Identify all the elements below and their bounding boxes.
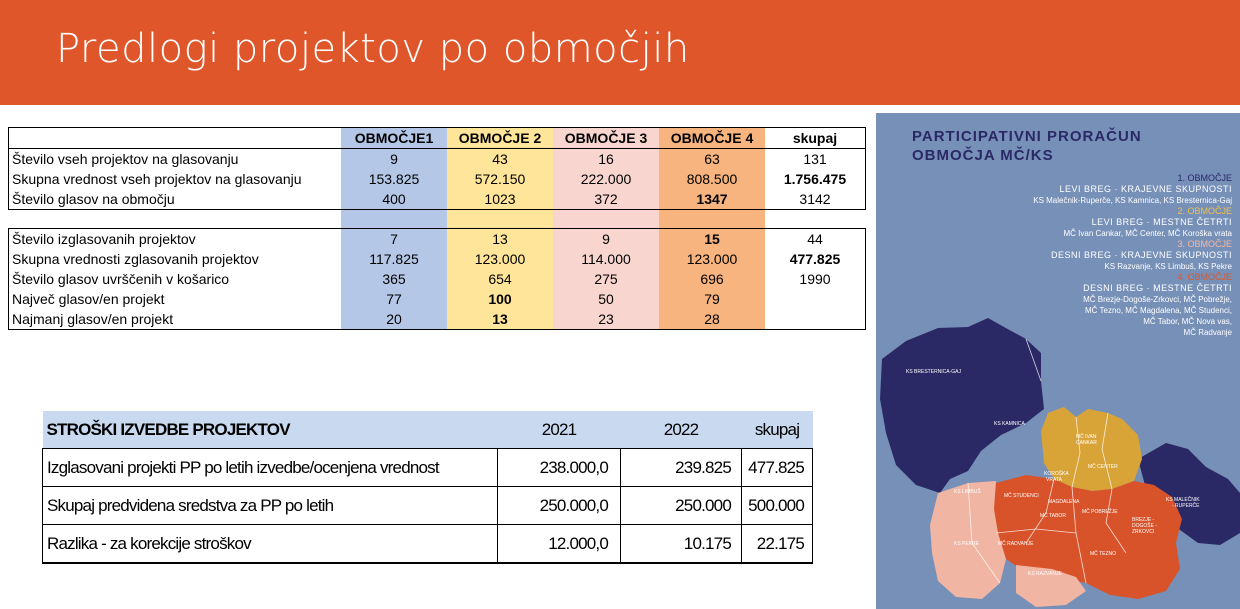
cell: 1990 xyxy=(765,269,866,289)
cell: 1347 xyxy=(659,189,765,210)
cell: 79 xyxy=(659,289,765,309)
spacer-cell xyxy=(553,210,659,229)
cell: 654 xyxy=(447,269,553,289)
cell: 15 xyxy=(659,229,765,250)
legend-area4-line: MČ Tezno, MČ Magdalena, MČ Studenci, xyxy=(1084,306,1232,315)
spacer-cell xyxy=(341,210,447,229)
spacer-cell xyxy=(9,210,342,229)
map-label-brezje-1: BREZJE - xyxy=(1132,517,1155,523)
spacer-cell xyxy=(765,210,866,229)
col-header: 2022 xyxy=(621,411,742,449)
cell: 477.825 xyxy=(765,249,866,269)
col-header: OBMOČJE1 xyxy=(341,128,447,149)
row-label: Izglasovani projekti PP po letih izvedbe/ocenjena vrednost xyxy=(43,449,498,487)
cell: 222.000 xyxy=(553,169,659,189)
row-label: Število izglasovanih projektov xyxy=(9,229,342,250)
col-header: 2021 xyxy=(498,411,621,449)
cell: 114.000 xyxy=(553,249,659,269)
col-header: skupaj xyxy=(742,411,813,449)
cell: 808.500 xyxy=(659,169,765,189)
map-label-malecnik-2: - RUPERČE xyxy=(1172,503,1200,509)
row-label: Število vseh projektov na glasovanju xyxy=(9,149,342,170)
panel-title-line1: PARTICIPATIVNI PRORAČUN xyxy=(912,128,1142,145)
cell: 572.150 xyxy=(447,169,553,189)
col-header: OBMOČJE 2 xyxy=(447,128,553,149)
table-row xyxy=(9,269,866,289)
title-banner xyxy=(0,0,1240,105)
cell xyxy=(765,309,866,330)
map-region-area3 xyxy=(930,481,1006,599)
cell: 250.000,0 xyxy=(498,487,621,525)
cell: 275 xyxy=(553,269,659,289)
cell: 22.175 xyxy=(742,525,813,564)
map-region-area2 xyxy=(1041,407,1142,491)
map-region-area1 xyxy=(880,318,1044,493)
map-label-pobrezje: MČ POBREŽJE xyxy=(1082,509,1118,515)
cell: 239.825 xyxy=(621,449,742,487)
cell: 50 xyxy=(553,289,659,309)
legend-area3-caption: DESNI BREG · KRAJEVNE SKUPNOSTI xyxy=(1050,250,1232,260)
cell: 250.000 xyxy=(621,487,742,525)
cell: 9 xyxy=(553,229,659,250)
cell: 20 xyxy=(341,309,447,330)
cell: 372 xyxy=(553,189,659,210)
cell: 7 xyxy=(341,229,447,250)
cell: 123.000 xyxy=(659,249,765,269)
spacer-cell xyxy=(447,210,553,229)
cell: 10.175 xyxy=(621,525,742,564)
map-label-radvanje: MČ RADVANJE xyxy=(998,541,1034,547)
legend-area1-number: 1. OBMOČJE xyxy=(1177,173,1232,183)
map-label-bresternica: KS BRESTERNICA-GAJ xyxy=(906,369,962,375)
cell: 696 xyxy=(659,269,765,289)
cost-table-title: STROŠKI IZVEDBE PROJEKTOV xyxy=(43,411,498,449)
cell: 100 xyxy=(447,289,553,309)
row-label: Razlika - za korekcije stroškov xyxy=(43,525,498,564)
col-header: skupaj xyxy=(765,128,866,149)
map-label-magdalena: MAGDALENA xyxy=(1048,499,1080,505)
table-row xyxy=(9,249,866,269)
cell: 477.825 xyxy=(742,449,813,487)
map-label-pekre: KS PEKRE xyxy=(954,541,980,547)
row-label: Največ glasov/en projekt xyxy=(9,289,342,309)
legend-area4-caption: DESNI BREG · MESTNE ČETRTI xyxy=(1083,283,1232,293)
cost-table-header xyxy=(43,411,813,449)
map-label-ivan-cankar-2: CANKAR xyxy=(1076,440,1097,446)
legend-area2-number: 2. OBMOČJE xyxy=(1177,206,1232,216)
row-label: Število glasov uvrščenih v košarico xyxy=(9,269,342,289)
table-row xyxy=(43,525,813,564)
cost-table xyxy=(42,411,813,564)
col-header: OBMOČJE 4 xyxy=(659,128,765,149)
cell: 12.000,0 xyxy=(498,525,621,564)
map-label-brezje-2: DOGOŠE - xyxy=(1132,523,1158,529)
cell: 131 xyxy=(765,149,866,170)
map-label-limbus: KS LIMBUŠ xyxy=(954,489,981,495)
legend-area2-line: MČ Ivan Cankar, MČ Center, MČ Koroška vrata xyxy=(1063,229,1232,238)
map-label-ivan-cankar-1: MČ IVAN xyxy=(1076,434,1097,440)
legend-area4-line: MČ Brezje-Dogoše-Zrkovci, MČ Pobrežje, xyxy=(1083,295,1232,304)
legend-area4-line: MČ Tabor, MČ Nova vas, xyxy=(1143,317,1232,326)
cell: 400 xyxy=(341,189,447,210)
row-label: Najmanj glasov/en projekt xyxy=(9,309,342,330)
table-row xyxy=(9,289,866,309)
votes-table xyxy=(8,127,866,330)
cell: 500.000 xyxy=(742,487,813,525)
row-label: Skupna vrednosti zglasovanih projektov xyxy=(9,249,342,269)
cell: 63 xyxy=(659,149,765,170)
table-row xyxy=(43,487,813,525)
cell: 28 xyxy=(659,309,765,330)
map-label-brezje-3: ZRKOVCI xyxy=(1132,529,1155,535)
header-empty-cell xyxy=(9,128,342,149)
map-label-koroska-2: VRATA xyxy=(1046,477,1062,483)
votes-table-header xyxy=(9,128,866,149)
map-label-tezno: MČ TEZNO xyxy=(1090,551,1117,557)
cell xyxy=(765,289,866,309)
cell: 9 xyxy=(341,149,447,170)
cell: 1.756.475 xyxy=(765,169,866,189)
cell: 365 xyxy=(341,269,447,289)
spacer-row xyxy=(9,210,866,229)
legend-area1-line: KS Malečnik-Ruperče, KS Kamnica, KS Bresternica-Gaj xyxy=(1033,196,1232,205)
cell: 77 xyxy=(341,289,447,309)
table-row xyxy=(9,149,866,170)
panel-title xyxy=(912,127,1142,165)
cell: 238.000,0 xyxy=(498,449,621,487)
cell: 153.825 xyxy=(341,169,447,189)
cell: 1023 xyxy=(447,189,553,210)
row-label: Število glasov na območju xyxy=(9,189,342,210)
map-label-studenci: MČ STUDENCI xyxy=(1004,493,1039,499)
map-label-kamnica: KS KAMNICA xyxy=(994,421,1025,427)
legend-area4-number: 4. OBMOČJE xyxy=(1177,272,1232,282)
legend-area2-caption: LEVI BREG · MESTNE ČETRTI xyxy=(1091,217,1232,227)
area-map-panel xyxy=(876,113,1240,609)
cell: 3142 xyxy=(765,189,866,210)
cell: 43 xyxy=(447,149,553,170)
page-title: Predlogi projektov po območjih xyxy=(56,26,690,72)
row-label: Skupna vrednost vseh projektov na glasovanju xyxy=(9,169,342,189)
map-label-malecnik-1: KS MALEČNIK xyxy=(1166,497,1200,503)
legend-area4-line: MČ Radvanje xyxy=(1183,328,1232,337)
legend-area3-line: KS Razvanje, KS Limbuš, KS Pekre xyxy=(1104,262,1232,271)
table-row xyxy=(9,169,866,189)
col-header: OBMOČJE 3 xyxy=(553,128,659,149)
cell: 13 xyxy=(447,309,553,330)
cell: 16 xyxy=(553,149,659,170)
map-label-center: MČ CENTER xyxy=(1088,464,1118,470)
table-row xyxy=(9,189,866,210)
table-row xyxy=(9,229,866,250)
area-legend xyxy=(1033,173,1232,338)
cell: 44 xyxy=(765,229,866,250)
cell: 117.825 xyxy=(341,249,447,269)
map-label-koroska-1: KOROŠKA xyxy=(1044,471,1069,477)
row-label: Skupaj predvidena sredstva za PP po letih xyxy=(43,487,498,525)
cell: 13 xyxy=(447,229,553,250)
cell: 23 xyxy=(553,309,659,330)
spacer-cell xyxy=(659,210,765,229)
map-label-razvanje: KS RAZVANJE xyxy=(1028,571,1062,577)
panel-title-line2: OBMOČJA MČ/KS xyxy=(912,147,1054,164)
legend-area3-number: 3. OBMOČJE xyxy=(1177,239,1232,249)
legend-area1-caption: LEVI BREG · KRAJEVNE SKUPNOSTI xyxy=(1059,184,1232,194)
table-row xyxy=(43,449,813,487)
table-row xyxy=(9,309,866,330)
cell: 123.000 xyxy=(447,249,553,269)
map-label-tabor: MČ TABOR xyxy=(1040,513,1066,519)
